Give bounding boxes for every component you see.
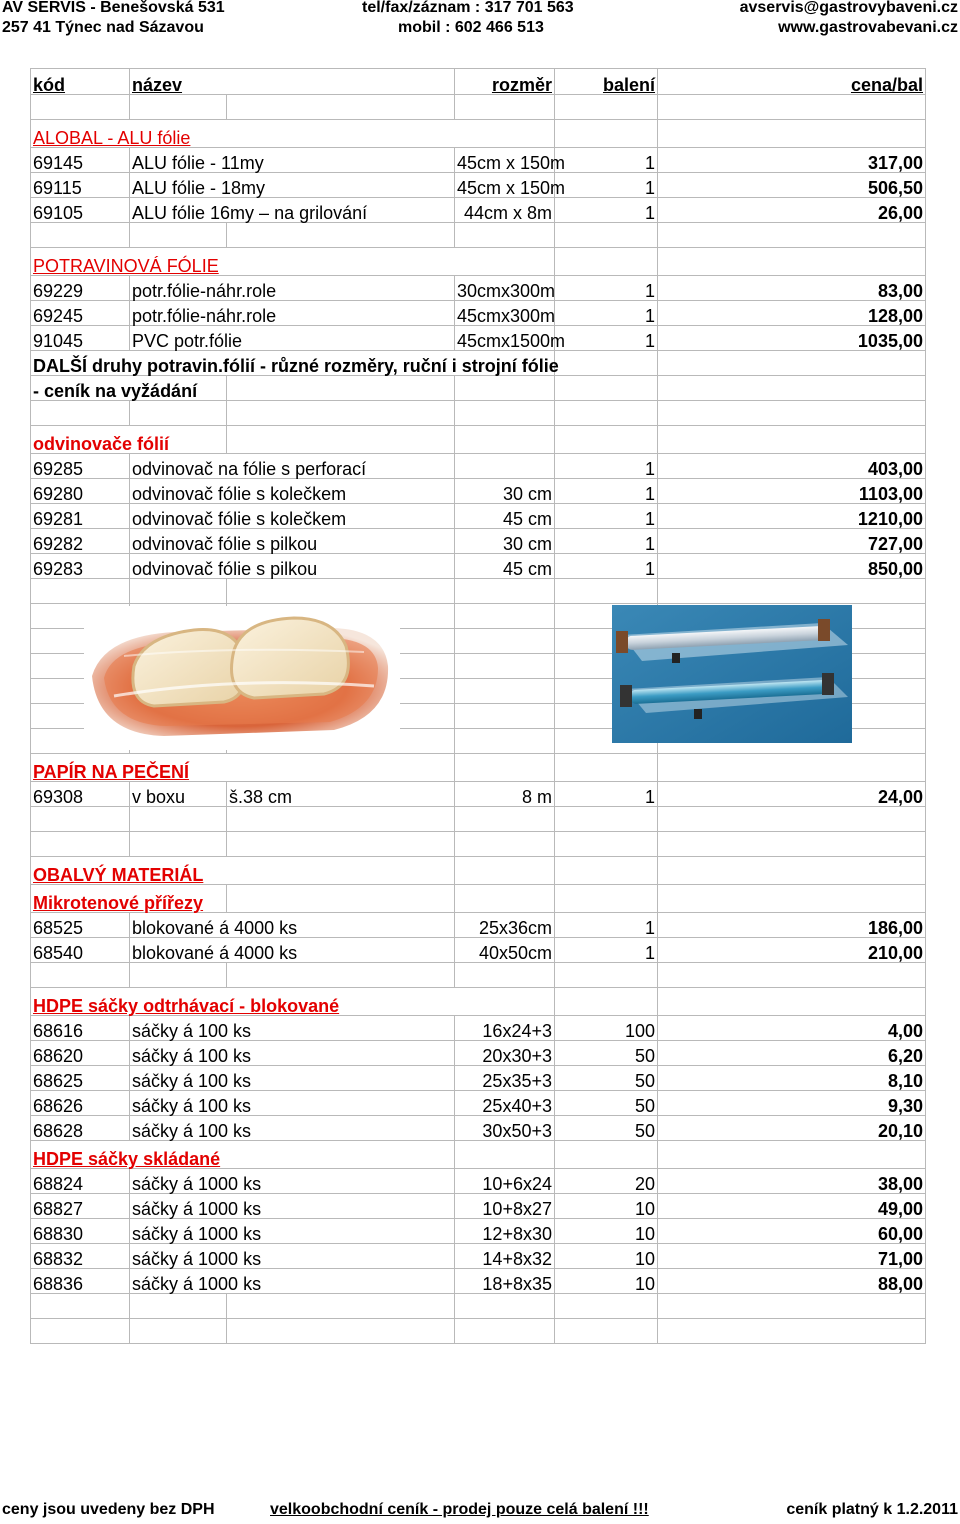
wrapped-sandwich-photo: [84, 606, 400, 750]
product-pack: 1: [555, 554, 658, 579]
col-name: název: [130, 69, 455, 95]
product-pack: 10: [555, 1194, 658, 1219]
empty-row: [31, 807, 926, 832]
product-row: [31, 1169, 926, 1194]
product-pack: 50: [555, 1091, 658, 1116]
product-price: 186,00: [658, 913, 926, 938]
product-code: 69229: [31, 276, 130, 301]
section-hdpe-tear: HDPE sáčky odtrhávací - blokované: [31, 988, 555, 1016]
product-size: 25x36cm: [455, 913, 555, 938]
product-name: ALU fólie - 18my: [130, 173, 455, 198]
product-name: sáčky á 100 ks: [130, 1091, 455, 1116]
section-dispensers: odvinovače fólií: [31, 426, 227, 454]
product-row: [31, 1244, 926, 1269]
web-link[interactable]: www.gastrovabevani.cz: [778, 19, 958, 36]
company-name: AV SERVIS - Benešovská 531: [2, 0, 225, 16]
product-row: [31, 326, 926, 351]
product-code: 68625: [31, 1066, 130, 1091]
product-code: 68832: [31, 1244, 130, 1269]
product-row: [31, 913, 926, 938]
product-pack: 50: [555, 1116, 658, 1141]
product-code: 68830: [31, 1219, 130, 1244]
product-price: 1103,00: [658, 479, 926, 504]
product-name: blokované á 4000 ks: [130, 938, 455, 963]
product-code: 68620: [31, 1041, 130, 1066]
product-pack: 1: [555, 276, 658, 301]
product-pack: 1: [555, 301, 658, 326]
product-price: 210,00: [658, 938, 926, 963]
product-size: 45 cm: [455, 554, 555, 579]
section-row: [31, 988, 926, 1016]
product-name: sáčky á 1000 ks: [130, 1219, 455, 1244]
section-row: [31, 248, 926, 276]
product-pack: 50: [555, 1041, 658, 1066]
note-on-request: - ceník na vyžádání: [31, 376, 227, 401]
product-pack: 1: [555, 326, 658, 351]
product-size: 14+8x32: [455, 1244, 555, 1269]
product-name: sáčky á 100 ks: [130, 1066, 455, 1091]
section-row: [31, 1141, 926, 1169]
product-name: sáčky á 1000 ks: [130, 1244, 455, 1269]
product-code: 68824: [31, 1169, 130, 1194]
section-micro-cuts: Mikrotenové přířezy: [31, 885, 227, 913]
product-row: [31, 301, 926, 326]
product-code: 68540: [31, 938, 130, 963]
image-area-row: [31, 579, 926, 604]
product-code: 91045: [31, 326, 130, 351]
product-size: 45cm x 150m: [455, 148, 555, 173]
product-size: 44cm x 8m: [455, 198, 555, 223]
product-price: 317,00: [658, 148, 926, 173]
product-pack: 100: [555, 1016, 658, 1041]
product-name: sáčky á 100 ks: [130, 1041, 455, 1066]
product-row: [31, 148, 926, 173]
section-packaging: OBALVÝ MATERIÁL: [31, 857, 455, 885]
product-size: 25x35+3: [455, 1066, 555, 1091]
product-price: 71,00: [658, 1244, 926, 1269]
section-row: [31, 857, 926, 885]
product-code: 69308: [31, 782, 130, 807]
product-name: potr.fólie-náhr.role: [130, 301, 455, 326]
empty-row: [31, 401, 926, 426]
product-row: [31, 1016, 926, 1041]
note-other-films: DALŠÍ druhy potravin.fólií - různé rozměry, ruční i strojní fólie: [31, 351, 555, 376]
empty-row: [31, 223, 926, 248]
product-name: sáčky á 1000 ks: [130, 1269, 455, 1294]
product-name: odvinovač fólie s kolečkem: [130, 504, 455, 529]
product-name: potr.fólie-náhr.role: [130, 276, 455, 301]
product-price: 24,00: [658, 782, 926, 807]
note-row: [31, 351, 926, 376]
product-name: blokované á 4000 ks: [130, 913, 455, 938]
empty-row: [31, 1319, 926, 1344]
product-price: 727,00: [658, 529, 926, 554]
company-address: 257 41 Týnec nad Sázavou: [2, 19, 204, 36]
product-code: 69280: [31, 479, 130, 504]
empty-row: [31, 963, 926, 988]
product-row: [31, 173, 926, 198]
product-pack: 20: [555, 1169, 658, 1194]
product-row: [31, 1219, 926, 1244]
product-size: 10+8x27: [455, 1194, 555, 1219]
product-price: 83,00: [658, 276, 926, 301]
product-code: 68827: [31, 1194, 130, 1219]
product-name: odvinovač fólie s pilkou: [130, 529, 455, 554]
product-row: [31, 276, 926, 301]
product-size: [455, 454, 555, 479]
footer-vat-note: ceny jsou uvedeny bez DPH: [2, 1501, 215, 1518]
col-size: rozměr: [455, 69, 555, 95]
product-row: [31, 782, 926, 807]
product-pack: 1: [555, 938, 658, 963]
col-pack: balení: [555, 69, 658, 95]
column-header-row: [31, 69, 926, 95]
product-pack: 1: [555, 148, 658, 173]
product-code: 68525: [31, 913, 130, 938]
product-size: 30x50+3: [455, 1116, 555, 1141]
product-size: 20x30+3: [455, 1041, 555, 1066]
product-name: odvinovač na fólie s perforací: [130, 454, 455, 479]
product-row: [31, 554, 926, 579]
product-size: 12+8x30: [455, 1219, 555, 1244]
film-dispenser-photo: [612, 605, 852, 743]
product-row: [31, 479, 926, 504]
section-row: [31, 754, 926, 782]
product-price: 1035,00: [658, 326, 926, 351]
section-row: [31, 120, 926, 148]
product-pack: 1: [555, 504, 658, 529]
product-name: odvinovač fólie s kolečkem: [130, 479, 455, 504]
product-size: 30cmx300m: [455, 276, 555, 301]
product-name: sáčky á 1000 ks: [130, 1169, 455, 1194]
product-row: [31, 529, 926, 554]
product-row: [31, 1041, 926, 1066]
product-size: 30 cm: [455, 479, 555, 504]
product-price: 8,10: [658, 1066, 926, 1091]
product-price: 128,00: [658, 301, 926, 326]
col-code: kód: [31, 69, 130, 95]
product-price: 38,00: [658, 1169, 926, 1194]
product-size: 8 m: [455, 782, 555, 807]
product-name: v boxu: [130, 782, 227, 807]
product-pack: 1: [555, 454, 658, 479]
product-row: [31, 938, 926, 963]
product-row: [31, 1269, 926, 1294]
product-price: 850,00: [658, 554, 926, 579]
phone-mobile: mobil : 602 466 513: [398, 19, 544, 36]
product-row: [31, 1194, 926, 1219]
product-price: 403,00: [658, 454, 926, 479]
product-name: sáčky á 100 ks: [130, 1116, 455, 1141]
product-pack: 1: [555, 782, 658, 807]
product-size: 18+8x35: [455, 1269, 555, 1294]
product-size: 40x50cm: [455, 938, 555, 963]
product-size: 16x24+3: [455, 1016, 555, 1041]
section-alobal: ALOBAL - ALU fólie: [31, 120, 555, 148]
product-name: odvinovač fólie s pilkou: [130, 554, 455, 579]
product-code: 69245: [31, 301, 130, 326]
product-code: 68616: [31, 1016, 130, 1041]
product-pack: 10: [555, 1219, 658, 1244]
empty-row: [31, 832, 926, 857]
product-price: 60,00: [658, 1219, 926, 1244]
email-link[interactable]: avservis@gastrovybaveni.cz: [739, 0, 958, 16]
product-name-extra: š.38 cm: [227, 782, 455, 807]
product-name: ALU fólie 16my – na grilování: [130, 198, 455, 223]
product-price: 49,00: [658, 1194, 926, 1219]
empty-row: [31, 95, 926, 120]
product-code: 69285: [31, 454, 130, 479]
col-price: cena/bal: [658, 69, 926, 95]
product-code: 69145: [31, 148, 130, 173]
product-code: 69282: [31, 529, 130, 554]
product-name: sáčky á 1000 ks: [130, 1194, 455, 1219]
product-price: 9,30: [658, 1091, 926, 1116]
product-pack: 1: [555, 479, 658, 504]
product-name: sáčky á 100 ks: [130, 1016, 455, 1041]
product-size: 45cmx1500m: [455, 326, 555, 351]
section-row: [31, 885, 926, 913]
phone-fax: tel/fax/záznam : 317 701 563: [362, 0, 574, 16]
product-name: ALU fólie - 11my: [130, 148, 455, 173]
product-pack: 1: [555, 529, 658, 554]
product-code: 69115: [31, 173, 130, 198]
section-baking-paper: PAPÍR NA PEČENÍ: [31, 754, 455, 782]
product-pack: 50: [555, 1066, 658, 1091]
product-size: 30 cm: [455, 529, 555, 554]
product-row: [31, 1116, 926, 1141]
product-price: 6,20: [658, 1041, 926, 1066]
product-price: 26,00: [658, 198, 926, 223]
product-pack: 1: [555, 173, 658, 198]
product-code: 69283: [31, 554, 130, 579]
empty-row: [31, 1294, 926, 1319]
product-price: 1210,00: [658, 504, 926, 529]
section-potravinova: POTRAVINOVÁ FÓLIE: [31, 248, 555, 276]
product-row: [31, 454, 926, 479]
section-row: [31, 426, 926, 454]
product-price: 88,00: [658, 1269, 926, 1294]
product-code: 69105: [31, 198, 130, 223]
product-price: 506,50: [658, 173, 926, 198]
product-code: 69281: [31, 504, 130, 529]
product-code: 68628: [31, 1116, 130, 1141]
product-size: 10+6x24: [455, 1169, 555, 1194]
product-size: 45cm x 150m: [455, 173, 555, 198]
product-code: 68836: [31, 1269, 130, 1294]
note-row: [31, 376, 926, 401]
product-price: 20,10: [658, 1116, 926, 1141]
product-row: [31, 504, 926, 529]
product-size: 45cmx300m: [455, 301, 555, 326]
product-pack: 10: [555, 1244, 658, 1269]
footer-wholesale-note: velkoobchodní ceník - prodej pouze celá balení !!!: [270, 1501, 649, 1518]
product-pack: 1: [555, 198, 658, 223]
product-row: [31, 198, 926, 223]
product-size: 45 cm: [455, 504, 555, 529]
product-code: 68626: [31, 1091, 130, 1116]
product-pack: 10: [555, 1269, 658, 1294]
footer-validity: ceník platný k 1.2.2011: [786, 1501, 958, 1518]
product-price: 4,00: [658, 1016, 926, 1041]
product-size: 25x40+3: [455, 1091, 555, 1116]
section-hdpe-folded: HDPE sáčky skládané: [31, 1141, 455, 1169]
product-pack: 1: [555, 913, 658, 938]
product-row: [31, 1091, 926, 1116]
product-row: [31, 1066, 926, 1091]
product-name: PVC potr.fólie: [130, 326, 455, 351]
